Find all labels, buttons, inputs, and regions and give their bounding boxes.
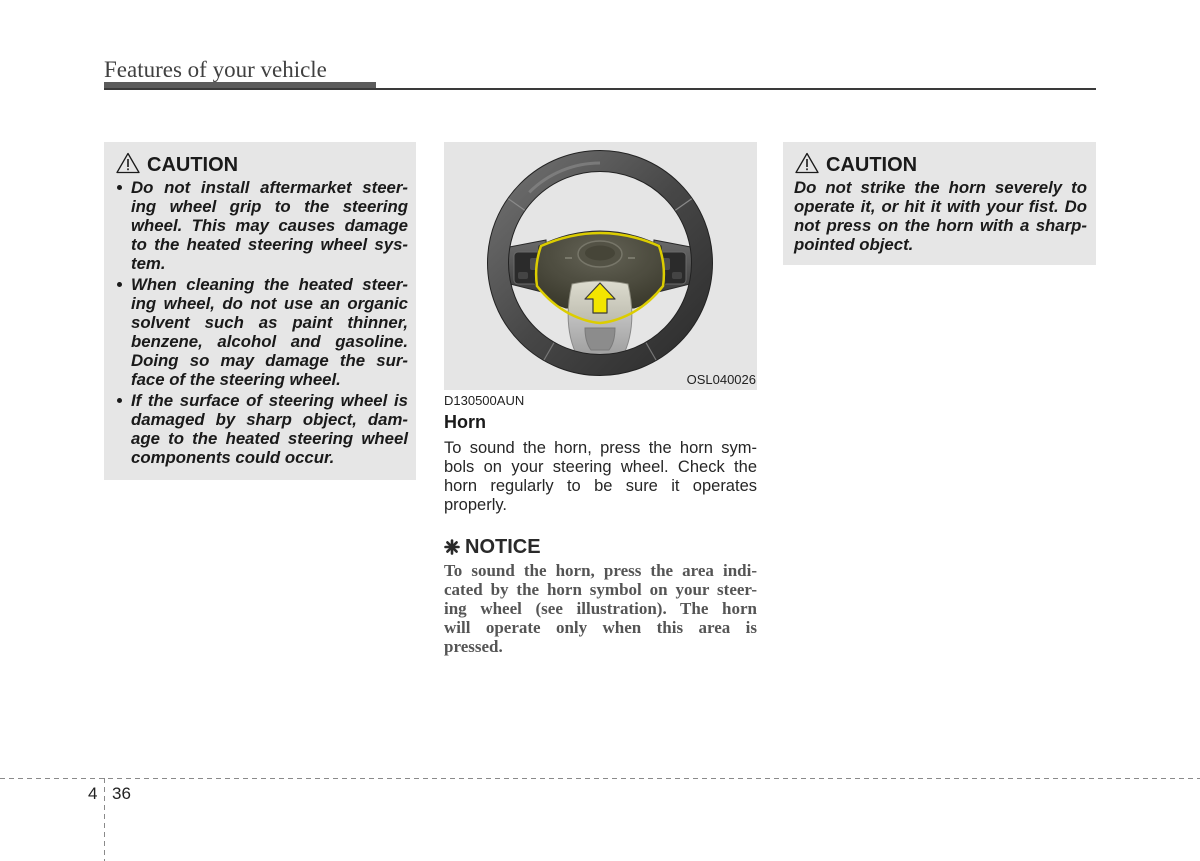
notice-text-line: will operate only when this area is [444,617,757,637]
body-text-line: bols on your steering wheel. Check the [444,457,757,476]
caution-body [794,178,1087,254]
caution-list-item [131,391,408,467]
warning-triangle-icon [116,152,140,174]
steering-wheel-illustration [444,142,757,390]
caution-text-line: pointed object. [794,235,914,254]
caution-text-line: Do not install aftermarket steer- [131,178,408,197]
caution-text-line: If the surface of steering wheel is [131,391,408,410]
caution-list-item [131,178,408,273]
caution-text-line: Doing so may damage the sur- [131,351,408,370]
notice-text-line: cated by the horn symbol on your steer- [444,579,757,599]
notice-text-line: pressed. [444,636,503,656]
caution-text-line: age to the heated steering wheel [131,429,408,448]
footer-page-separator [104,778,105,861]
caution-text-line: benzene, alcohol and gasoline. [131,332,408,351]
notice-title: NOTICE [465,536,541,558]
section-body [444,439,757,515]
caution-box-right [783,142,1096,265]
caution-text-line: damaged by sharp object, dam- [131,410,408,429]
chapter-number: 4 [88,783,98,803]
caution-title: CAUTION [826,154,918,176]
notice-body [444,561,757,656]
caution-text-line: tem. [131,254,166,273]
page-title: Features of your vehicle [104,57,327,82]
caution-text-line: solvent such as paint thinner, [131,313,408,332]
caution-text-line: not press on the horn with a sharp- [794,216,1087,235]
notice-text-line: To sound the horn, press the area indi- [444,560,757,580]
caution-title: CAUTION [147,154,239,176]
section-heading: Horn [444,412,486,432]
caution-text-line: operate it, or hit it with your fist. Do [794,197,1087,216]
body-text-line: horn regularly to be sure it operates [444,476,757,495]
footer-divider [0,778,1200,779]
notice-text-line: ing wheel (see illustration). The horn [444,598,757,618]
body-text-line: properly. [444,495,507,514]
caution-text-line: wheel. This may causes damage [131,216,408,235]
caution-text-line: ing wheel grip to the steering [131,197,408,216]
figure-code: OSL040026 [686,372,756,387]
caution-text-line: components could occur. [131,448,335,467]
steering-wheel-icon [444,142,757,390]
section-reference-code: D130500AUN [444,393,525,408]
title-underline-rule [104,88,1096,90]
caution-box-left [104,142,416,480]
caution-text-line: When cleaning the heated steer- [131,275,408,294]
caution-text-line: face of the steering wheel. [131,370,341,389]
caution-text-line: Do not strike the horn severely to [794,178,1087,197]
caution-list-item [131,275,408,389]
bullet-marker [117,282,122,287]
bullet-marker [117,185,122,190]
warning-triangle-icon [795,152,819,174]
caution-list [131,178,408,467]
caution-text-line: to the heated steering wheel sys- [131,235,408,254]
caution-text-line: ing wheel, do not use an organic [131,294,408,313]
page-number: 36 [112,783,131,803]
asterisk-icon [444,539,460,555]
body-text-line: To sound the horn, press the horn sym- [444,438,757,457]
bullet-marker [117,398,122,403]
